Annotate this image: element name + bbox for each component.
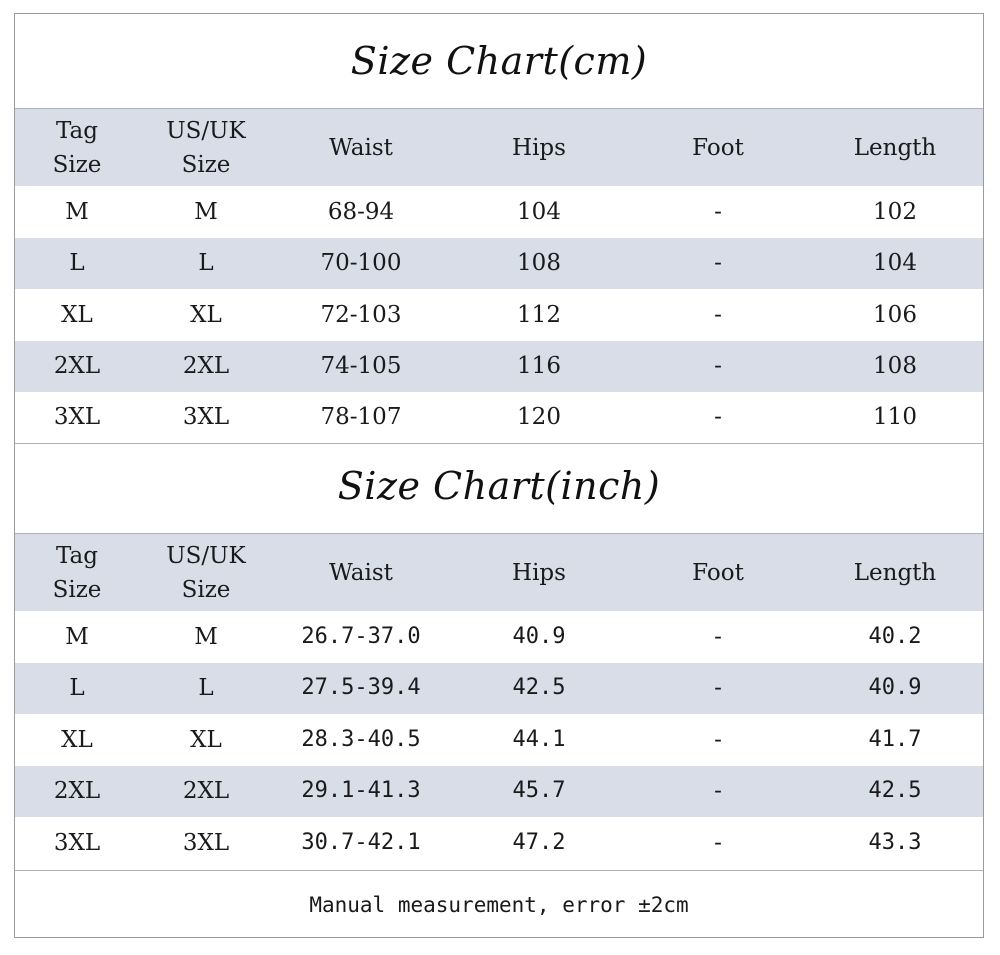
header-foot: Foot: [692, 134, 744, 161]
inch-chart-title: Size Chart(inch): [337, 464, 661, 508]
cell-tag-size: M: [65, 623, 89, 650]
table-row: [15, 611, 983, 663]
cell-tag-size: L: [69, 250, 85, 277]
cell-waist: 78-107: [320, 404, 402, 431]
header-us-uk-size: US/UK Size: [166, 117, 246, 178]
cell-hips: 120: [517, 404, 561, 431]
table-row: [15, 817, 983, 869]
cell-hips: 47.2: [512, 829, 566, 855]
cell-waist: 27.5-39.4: [301, 675, 421, 701]
header-us-uk-size: US/UK Size: [166, 542, 246, 603]
inch-size-table: [15, 533, 983, 869]
table-row: [15, 663, 983, 715]
cell-length: 43.3: [868, 829, 922, 855]
cell-us-uk-size: M: [194, 623, 218, 650]
cell-tag-size: M: [65, 198, 89, 225]
cell-length: 40.2: [868, 623, 922, 649]
header-tag-size: Tag Size: [52, 117, 102, 178]
header-waist: Waist: [329, 559, 393, 586]
cell-length: 104: [873, 250, 917, 277]
table-row: [15, 289, 983, 341]
cell-foot: -: [714, 404, 722, 431]
cell-foot: -: [714, 198, 722, 225]
header-length: Length: [853, 134, 937, 161]
cell-length: 42.5: [868, 778, 922, 804]
table-row: [15, 186, 983, 238]
cell-us-uk-size: 3XL: [182, 829, 230, 856]
cell-length: 106: [873, 301, 917, 328]
cell-length: 40.9: [868, 675, 922, 701]
cell-hips: 112: [517, 301, 561, 328]
cell-waist: 68-94: [327, 198, 395, 225]
cell-waist: 28.3-40.5: [301, 726, 421, 752]
cell-waist: 29.1-41.3: [301, 778, 421, 804]
cell-hips: 108: [517, 250, 561, 277]
cell-tag-size: XL: [61, 301, 93, 328]
cell-tag-size: XL: [61, 726, 93, 753]
cell-waist: 74-105: [320, 353, 402, 380]
cell-tag-size: 3XL: [53, 404, 101, 431]
size-chart-frame: [14, 13, 984, 938]
cell-us-uk-size: XL: [190, 301, 222, 328]
cell-us-uk-size: 2XL: [182, 353, 230, 380]
cell-tag-size: 2XL: [53, 353, 101, 380]
header-hips: Hips: [512, 559, 566, 586]
cell-foot: -: [714, 829, 722, 856]
header-foot: Foot: [692, 559, 744, 586]
cell-us-uk-size: L: [198, 250, 214, 277]
cell-hips: 45.7: [512, 778, 566, 804]
cell-waist: 30.7-42.1: [301, 829, 421, 855]
table-header-row: [15, 108, 983, 186]
cell-hips: 42.5: [512, 675, 566, 701]
cell-foot: -: [714, 353, 722, 380]
header-waist: Waist: [329, 134, 393, 161]
table-row: [15, 392, 983, 444]
cell-us-uk-size: 3XL: [182, 404, 230, 431]
cell-us-uk-size: XL: [190, 726, 222, 753]
cell-foot: -: [714, 778, 722, 805]
cell-hips: 116: [517, 353, 561, 380]
cell-length: 108: [873, 353, 917, 380]
table-row: [15, 714, 983, 766]
cell-hips: 104: [517, 198, 561, 225]
cell-foot: -: [714, 726, 722, 753]
cm-size-table: [15, 108, 983, 444]
cell-foot: -: [714, 675, 722, 702]
table-row: [15, 766, 983, 818]
cell-us-uk-size: M: [194, 198, 218, 225]
table-header-row: [15, 533, 983, 611]
header-tag-size: Tag Size: [52, 542, 102, 603]
cell-foot: -: [714, 301, 722, 328]
header-hips: Hips: [512, 134, 566, 161]
header-length: Length: [853, 559, 937, 586]
cell-hips: 40.9: [512, 623, 566, 649]
cell-tag-size: 2XL: [53, 778, 101, 805]
cell-length: 102: [873, 198, 917, 225]
cell-tag-size: L: [69, 675, 85, 702]
cell-tag-size: 3XL: [53, 829, 101, 856]
table-row: [15, 341, 983, 393]
cell-waist: 70-100: [320, 250, 402, 277]
cell-us-uk-size: 2XL: [182, 778, 230, 805]
cell-waist: 72-103: [320, 301, 402, 328]
cell-foot: -: [714, 623, 722, 650]
cell-length: 110: [873, 404, 917, 431]
cell-hips: 44.1: [512, 726, 566, 752]
cell-us-uk-size: L: [198, 675, 214, 702]
cell-waist: 26.7-37.0: [301, 623, 421, 649]
table-row: [15, 238, 983, 290]
cell-foot: -: [714, 250, 722, 277]
cell-length: 41.7: [868, 726, 922, 752]
cm-chart-title: Size Chart(cm): [350, 39, 648, 83]
measurement-note: Manual measurement, error ±2cm: [15, 870, 983, 939]
